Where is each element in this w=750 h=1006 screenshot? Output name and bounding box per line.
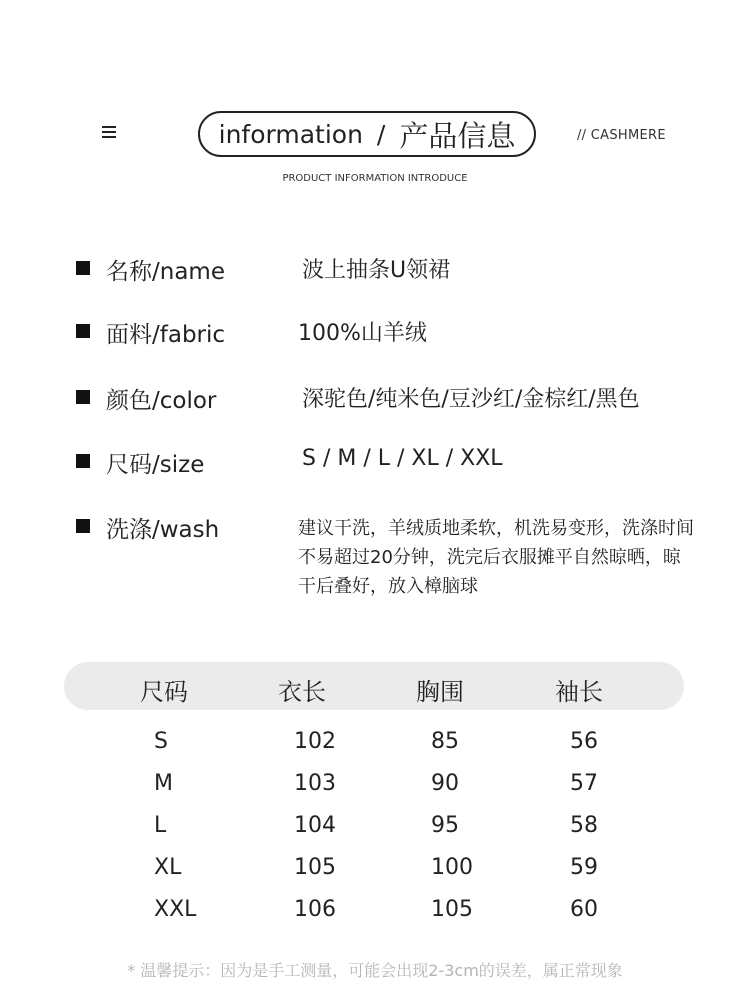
- square-bullet-icon: [76, 454, 90, 468]
- section-subtitle: PRODUCT INFORMATION INTRODUCE: [282, 173, 468, 184]
- table-cell: 59: [570, 855, 598, 880]
- size-table-header: [64, 662, 684, 710]
- table-cell: 57: [570, 771, 598, 796]
- column-header: 胸围: [416, 678, 464, 706]
- title-cn: 产品信息: [399, 118, 516, 153]
- info-label: 面料/fabric: [106, 322, 226, 348]
- square-bullet-icon: [76, 390, 90, 404]
- title-en: information: [218, 119, 363, 149]
- column-header: 尺码: [140, 678, 188, 706]
- table-cell: 104: [294, 813, 336, 838]
- table-cell: 105: [431, 897, 473, 922]
- square-bullet-icon: [76, 519, 90, 533]
- section-title-pill: [198, 111, 536, 157]
- column-header: 袖长: [555, 678, 603, 706]
- info-label: 尺码/size: [106, 452, 205, 478]
- info-value: S / M / L / XL / XXL: [302, 446, 503, 471]
- table-cell: 105: [294, 855, 336, 880]
- info-value: 波上抽条U领裙: [302, 258, 451, 283]
- brand-tag: // CASHMERE: [577, 128, 666, 143]
- table-cell: 60: [570, 897, 598, 922]
- info-value: 100%山羊绒: [298, 321, 427, 346]
- square-bullet-icon: [76, 324, 90, 338]
- table-cell: 106: [294, 897, 336, 922]
- table-cell: XXL: [154, 897, 197, 922]
- table-cell: 100: [431, 855, 473, 880]
- info-label: 名称/name: [106, 259, 225, 285]
- column-header: 衣长: [278, 678, 326, 706]
- info-value: 建议干洗，羊绒质地柔软，机洗易变形，洗涤时间不易超过20分钟，洗完后衣服摊平自然晾晒，晾干后叠好，放入樟脑球: [298, 518, 694, 597]
- title-separator: /: [376, 119, 386, 149]
- table-cell: 95: [431, 813, 459, 838]
- menu-icon: [102, 126, 116, 141]
- table-cell: M: [154, 771, 173, 796]
- info-value: 深驼色/纯米色/豆沙红/金棕红/黑色: [302, 387, 640, 412]
- table-cell: XL: [154, 855, 182, 880]
- measurement-note: * 温馨提示：因为是手工测量，可能会出现2-3cm的误差，属正常现象: [127, 961, 623, 980]
- table-cell: L: [154, 813, 167, 838]
- table-cell: 102: [294, 729, 336, 754]
- table-cell: 103: [294, 771, 336, 796]
- table-cell: S: [154, 729, 168, 754]
- table-cell: 90: [431, 771, 459, 796]
- info-label: 颜色/color: [106, 388, 217, 414]
- table-cell: 85: [431, 729, 459, 754]
- table-cell: 58: [570, 813, 598, 838]
- info-label: 洗涤/wash: [106, 517, 220, 543]
- square-bullet-icon: [76, 261, 90, 275]
- table-cell: 56: [570, 729, 598, 754]
